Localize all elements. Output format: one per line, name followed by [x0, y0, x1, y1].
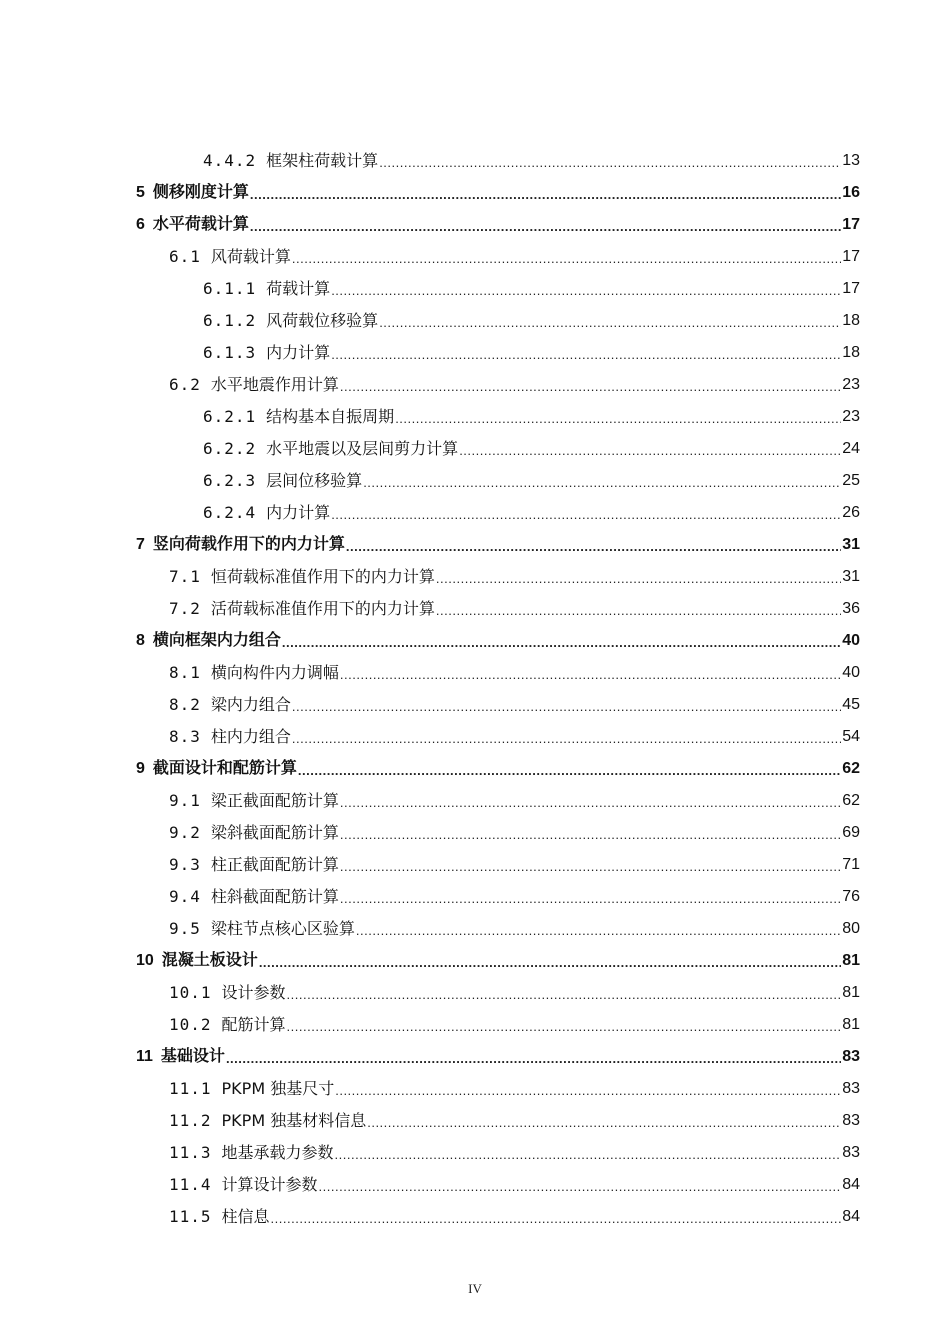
toc-leader-dots [319, 1179, 842, 1195]
toc-entry-number: 10 [136, 952, 154, 969]
toc-entry-label [136, 182, 249, 203]
page-number: IV [468, 1281, 482, 1296]
toc-entry[interactable] [136, 171, 860, 203]
toc-entry-label [169, 1175, 318, 1195]
toc-leader-dots [395, 411, 841, 427]
toc-entry-page: 84 [842, 1176, 860, 1193]
toc-leader-dots [282, 635, 841, 651]
toc-leader-dots [340, 795, 841, 811]
toc-entry-label [169, 1111, 366, 1131]
toc-entry-page: 83 [842, 1048, 860, 1065]
toc-entry-number: 7.2 [169, 599, 201, 618]
toc-entry[interactable] [136, 875, 860, 907]
toc-entry-page: 17 [842, 216, 860, 233]
toc-entry-title: 内力计算 [266, 503, 331, 522]
toc-leader-dots [356, 923, 841, 939]
toc-leader-dots [379, 315, 841, 331]
toc-entry[interactable] [136, 683, 860, 715]
toc-entry-title: 计算设计参数 [221, 1175, 318, 1194]
toc-leader-dots [335, 1083, 841, 1099]
toc-entry-title: 梁柱节点核心区验算 [210, 919, 355, 938]
toc-entry-page: 81 [842, 984, 860, 1001]
toc-entry-label [169, 247, 291, 267]
toc-entry-label [203, 503, 330, 523]
toc-entry-title: 水平荷载计算 [152, 214, 249, 233]
toc-leader-dots [436, 571, 841, 587]
toc-entry-title: 梁正截面配筋计算 [210, 791, 339, 810]
toc-entry-number: 7 [136, 536, 145, 553]
toc-entry-title: 梁内力组合 [210, 695, 291, 714]
toc-entry-label [136, 1046, 225, 1067]
toc-leader-dots [367, 1115, 841, 1131]
toc-entry-number: 10.1 [169, 983, 212, 1002]
toc-leader-dots [271, 1211, 842, 1227]
toc-entry-number: 6.1 [169, 247, 201, 266]
toc-entry[interactable] [136, 651, 860, 683]
toc-entry-label [169, 1143, 334, 1163]
toc-entry-number: 6.1.1 [203, 279, 257, 298]
toc-entry-label [169, 983, 286, 1003]
toc-entry-number: 11.3 [169, 1143, 212, 1162]
toc-leader-dots [331, 347, 841, 363]
toc-entry-label [169, 695, 291, 715]
toc-entry-label [136, 534, 345, 555]
toc-entry-number: 6.2.1 [203, 407, 257, 426]
toc-entry[interactable] [136, 779, 860, 811]
toc-entry-number: 8.2 [169, 695, 201, 714]
toc-entry-title: 设计参数 [221, 983, 286, 1002]
toc-entry-page: 18 [842, 344, 860, 361]
toc-entry-page: 23 [842, 376, 860, 393]
toc-entry-page: 45 [842, 696, 860, 713]
toc-entry-label [203, 343, 330, 363]
toc-entry-number: 8.3 [169, 727, 201, 746]
toc-entry-title: 基础设计 [160, 1046, 225, 1065]
toc-entry-label [203, 151, 378, 171]
toc-leader-dots [340, 379, 841, 395]
toc-entry-number: 6 [136, 216, 145, 233]
toc-entry[interactable] [136, 907, 860, 939]
toc-entry-title: 柱内力组合 [210, 727, 291, 746]
toc-leader-dots [250, 187, 841, 203]
toc-leader-dots [292, 251, 841, 267]
toc-leader-dots [436, 603, 841, 619]
toc-entry-label [169, 599, 435, 619]
toc-entry-title: 荷载计算 [266, 279, 331, 298]
toc-entry[interactable] [136, 1163, 860, 1195]
toc-leader-dots [340, 827, 841, 843]
toc-entry-page: 17 [842, 248, 860, 265]
toc-entry-number: 11.4 [169, 1175, 212, 1194]
toc-leader-dots [287, 1019, 842, 1035]
toc-entry-title: 柱正截面配筋计算 [210, 855, 339, 874]
toc-entry-number: 8.1 [169, 663, 201, 682]
toc-entry-page: 26 [842, 504, 860, 521]
toc-entry-title: 内力计算 [266, 343, 331, 362]
toc-entry-page: 24 [842, 440, 860, 457]
toc-leader-dots [340, 667, 841, 683]
toc-entry[interactable] [136, 1067, 860, 1099]
toc-entry-title: 风荷载位移验算 [266, 311, 379, 330]
toc-leader-dots [340, 859, 841, 875]
toc-entry-page: 84 [842, 1208, 860, 1225]
toc-entry-title: 恒荷载标准值作用下的内力计算 [210, 567, 435, 586]
toc-entry[interactable] [136, 331, 860, 363]
toc-entry[interactable] [136, 363, 860, 395]
toc-entry-title: 层间位移验算 [266, 471, 363, 490]
toc-entry-number: 5 [136, 184, 145, 201]
toc-entry-label [169, 887, 339, 907]
toc-entry-label [136, 630, 281, 651]
toc-entry-title: 风荷载计算 [210, 247, 291, 266]
toc-entry[interactable] [136, 267, 860, 299]
toc-entry-label [169, 919, 355, 939]
toc-entry[interactable] [136, 203, 860, 235]
toc-entry-page: 25 [842, 472, 860, 489]
toc-entry-title: 梁斜截面配筋计算 [210, 823, 339, 842]
toc-entry[interactable] [136, 459, 860, 491]
toc-entry-label [169, 823, 339, 843]
toc-entry-number: 10.2 [169, 1015, 212, 1034]
toc-entry-label [169, 727, 291, 747]
toc-entry-label [203, 407, 394, 427]
toc-entry-label [136, 758, 297, 779]
toc-entry-page: 16 [842, 184, 860, 201]
toc-entry-page: 76 [842, 888, 860, 905]
toc-entry-number: 6.1.3 [203, 343, 257, 362]
toc-entry-title: 横向构件内力调幅 [210, 663, 339, 682]
toc-entry-label [169, 855, 339, 875]
toc-entry-page: 13 [842, 152, 860, 169]
toc-entry[interactable] [136, 427, 860, 459]
toc-entry[interactable] [136, 523, 860, 555]
toc-entry-number: 6.2.3 [203, 471, 257, 490]
toc-entry[interactable] [136, 1099, 860, 1131]
toc-entry-title: 侧移刚度计算 [152, 182, 249, 201]
toc-entry[interactable] [136, 619, 860, 651]
toc-entry-page: 83 [842, 1112, 860, 1129]
toc-entry-number: 9.3 [169, 855, 201, 874]
toc-entry-title: 柱斜截面配筋计算 [210, 887, 339, 906]
toc-entry-label [169, 1207, 270, 1227]
toc-entry-page: 81 [842, 1016, 860, 1033]
toc-entry[interactable] [136, 971, 860, 1003]
toc-leader-dots [379, 155, 841, 171]
toc-leader-dots [259, 955, 841, 971]
toc-leader-dots [292, 699, 841, 715]
toc-entry-label [203, 279, 330, 299]
toc-entry-number: 9.1 [169, 791, 201, 810]
toc-leader-dots [226, 1051, 841, 1067]
toc-entry-title: 截面设计和配筋计算 [152, 758, 297, 777]
toc-entry-label [136, 214, 249, 235]
toc-entry[interactable] [136, 235, 860, 267]
toc-entry-label [169, 375, 339, 395]
toc-entry-title: PKPM 独基材料信息 [221, 1111, 367, 1130]
toc-entry[interactable] [136, 1131, 860, 1163]
toc-entry-number: 6.2.2 [203, 439, 257, 458]
toc-entry-number: 11 [136, 1048, 153, 1065]
toc-entry-page: 40 [842, 632, 860, 649]
toc-entry[interactable] [136, 715, 860, 747]
toc-entry-label [169, 791, 339, 811]
toc-entry-page: 69 [842, 824, 860, 841]
toc-entry-page: 62 [842, 760, 860, 777]
toc-leader-dots [250, 219, 841, 235]
toc-entry[interactable] [136, 811, 860, 843]
toc-entry-page: 83 [842, 1144, 860, 1161]
toc-entry-label [136, 950, 258, 971]
toc-entry-label [169, 567, 435, 587]
toc-entry-title: 混凝土板设计 [161, 950, 258, 969]
toc-entry-number: 6.2.4 [203, 503, 257, 522]
toc-entry[interactable] [136, 491, 860, 523]
toc-entry[interactable] [136, 587, 860, 619]
toc-entry-page: 23 [842, 408, 860, 425]
toc-entry-title: 框架柱荷载计算 [266, 151, 379, 170]
toc-entry-title: 地基承载力参数 [221, 1143, 334, 1162]
toc-entry-page: 40 [842, 664, 860, 681]
toc-entry-page: 31 [842, 568, 860, 585]
toc-entry-number: 8 [136, 632, 145, 649]
toc-entry-title: 竖向荷载作用下的内力计算 [152, 534, 345, 553]
toc-leader-dots [346, 539, 841, 555]
toc-entry-number: 9.4 [169, 887, 201, 906]
toc-entry-number: 7.1 [169, 567, 201, 586]
toc-entry-number: 9.5 [169, 919, 201, 938]
toc-entry-page: 54 [842, 728, 860, 745]
toc-entry-page: 31 [842, 536, 860, 553]
toc-entry-number: 11.2 [169, 1111, 212, 1130]
toc-leader-dots [335, 1147, 842, 1163]
toc-entry[interactable] [136, 139, 860, 171]
toc-leader-dots [287, 987, 842, 1003]
toc-entry[interactable] [136, 555, 860, 587]
toc-leader-dots [459, 443, 841, 459]
toc-entry-title: 配筋计算 [221, 1015, 286, 1034]
toc-entry-label [203, 311, 378, 331]
toc-entry-page: 62 [842, 792, 860, 809]
toc-entry-title: 活荷载标准值作用下的内力计算 [210, 599, 435, 618]
toc-entry-page: 17 [842, 280, 860, 297]
toc-entry-title: 水平地震以及层间剪力计算 [266, 439, 459, 458]
toc-entry[interactable] [136, 299, 860, 331]
toc-entry-number: 6.2 [169, 375, 201, 394]
toc-leader-dots [331, 283, 841, 299]
toc-entry-number: 11.5 [169, 1207, 212, 1226]
toc-entry[interactable] [136, 939, 860, 971]
toc-entry[interactable] [136, 1003, 860, 1035]
toc-entry[interactable] [136, 843, 860, 875]
toc-entry[interactable] [136, 1195, 860, 1227]
toc-entry-page: 81 [842, 952, 860, 969]
toc-entry-page: 83 [842, 1080, 860, 1097]
toc-entry-number: 9 [136, 760, 145, 777]
toc-entry-number: 9.2 [169, 823, 201, 842]
toc-entry-page: 18 [842, 312, 860, 329]
toc-entry-title: 横向框架内力组合 [152, 630, 281, 649]
toc-entry-title: PKPM 独基尺寸 [221, 1079, 335, 1098]
toc-entry-label [169, 663, 339, 683]
toc-entry-label [203, 471, 362, 491]
toc-leader-dots [331, 507, 841, 523]
toc-entry-label [203, 439, 458, 459]
toc-leader-dots [292, 731, 841, 747]
toc-leader-dots [363, 475, 841, 491]
table-of-contents [136, 139, 860, 1227]
toc-entry-label [169, 1079, 334, 1099]
toc-entry-label [169, 1015, 286, 1035]
toc-entry-number: 6.1.2 [203, 311, 257, 330]
toc-entry-title: 柱信息 [221, 1207, 270, 1226]
toc-leader-dots [340, 891, 841, 907]
toc-entry[interactable] [136, 395, 860, 427]
toc-leader-dots [298, 763, 841, 779]
toc-entry-page: 71 [842, 856, 860, 873]
toc-entry[interactable] [136, 1035, 860, 1067]
toc-entry-page: 36 [842, 600, 860, 617]
toc-entry-title: 水平地震作用计算 [210, 375, 339, 394]
toc-entry-number: 4.4.2 [203, 151, 257, 170]
toc-entry-page: 80 [842, 920, 860, 937]
toc-entry-number: 11.1 [169, 1079, 212, 1098]
toc-entry-title: 结构基本自振周期 [266, 407, 395, 426]
toc-entry[interactable] [136, 747, 860, 779]
